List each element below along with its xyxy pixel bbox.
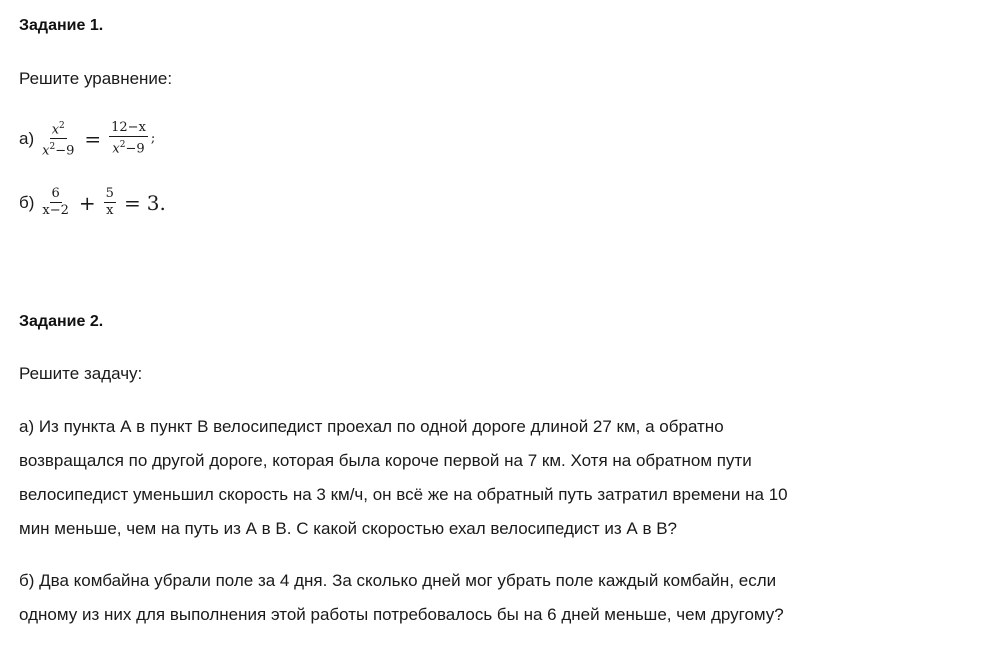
equation-a-lhs-numerator: $x^2$ — [50, 118, 67, 139]
equation-a-rhs-numerator: 12−x — [111, 120, 146, 136]
problem-a-line-1: а) Из пункта А в пункт В велосипедист проехал по одной дороге длиной 27 км, а обратно — [19, 417, 724, 436]
problem-a-line-2: возвращался по другой дороге, которая была короче первой на 7 км. Хотя на обратном пути — [19, 451, 752, 470]
equation-b-fraction-2-denominator: x — [106, 203, 114, 218]
equation-a-semicolon: ; — [150, 131, 156, 147]
equation-b-fraction-2 — [104, 186, 116, 219]
equation-b-fraction-1-denominator: x−2 — [42, 203, 69, 218]
task2-instruction: Решите задачу: — [19, 364, 143, 383]
equation-b-fraction-1-numerator: 6 — [51, 186, 60, 201]
equation-b-math — [38, 186, 165, 219]
equation-a-rhs-denominator: $x^2-9$ — [112, 140, 145, 157]
task2-heading: Задание 2. — [19, 313, 104, 330]
equation-b-plus: + — [78, 190, 96, 215]
problem-b-line-2: одному из них для выполнения этой работы потребовалось бы на 6 дней меньше, чем другому? — [19, 605, 784, 624]
equation-b-equals: = — [123, 190, 141, 215]
equation-a-equals: = — [84, 126, 102, 151]
problem-a-line-4: мин меньше, чем на путь из А в В. С какой скоростью ехал велосипедист из А в В? — [19, 519, 677, 538]
equation-a-label: а) — [19, 128, 35, 148]
equation-b-label: б) — [19, 192, 35, 212]
equation-b — [19, 186, 166, 219]
equation-a-lhs-denominator: $x^2-9$ — [42, 142, 75, 159]
equation-a-math — [38, 118, 155, 160]
problem-a-line-3: велосипедист уменьшил скорость на 3 км/ч, он всё же на обратный путь затратил времени на 10 — [19, 485, 788, 504]
equation-a-rhs-fraction — [109, 120, 148, 157]
problem-b-line-1: б) Два комбайна убрали поле за 4 дня. За сколько дней мог убрать поле каждый комбайн, если — [19, 571, 777, 590]
equation-a — [19, 118, 155, 160]
equation-b-fraction-2-numerator: 5 — [105, 186, 114, 201]
equation-b-rhs: 3. — [146, 190, 166, 215]
equation-b-fraction-1 — [40, 186, 71, 219]
task1-heading: Задание 1. — [19, 17, 104, 34]
equation-a-lhs-fraction — [40, 118, 76, 160]
task1-instruction: Решите уравнение: — [19, 69, 173, 88]
